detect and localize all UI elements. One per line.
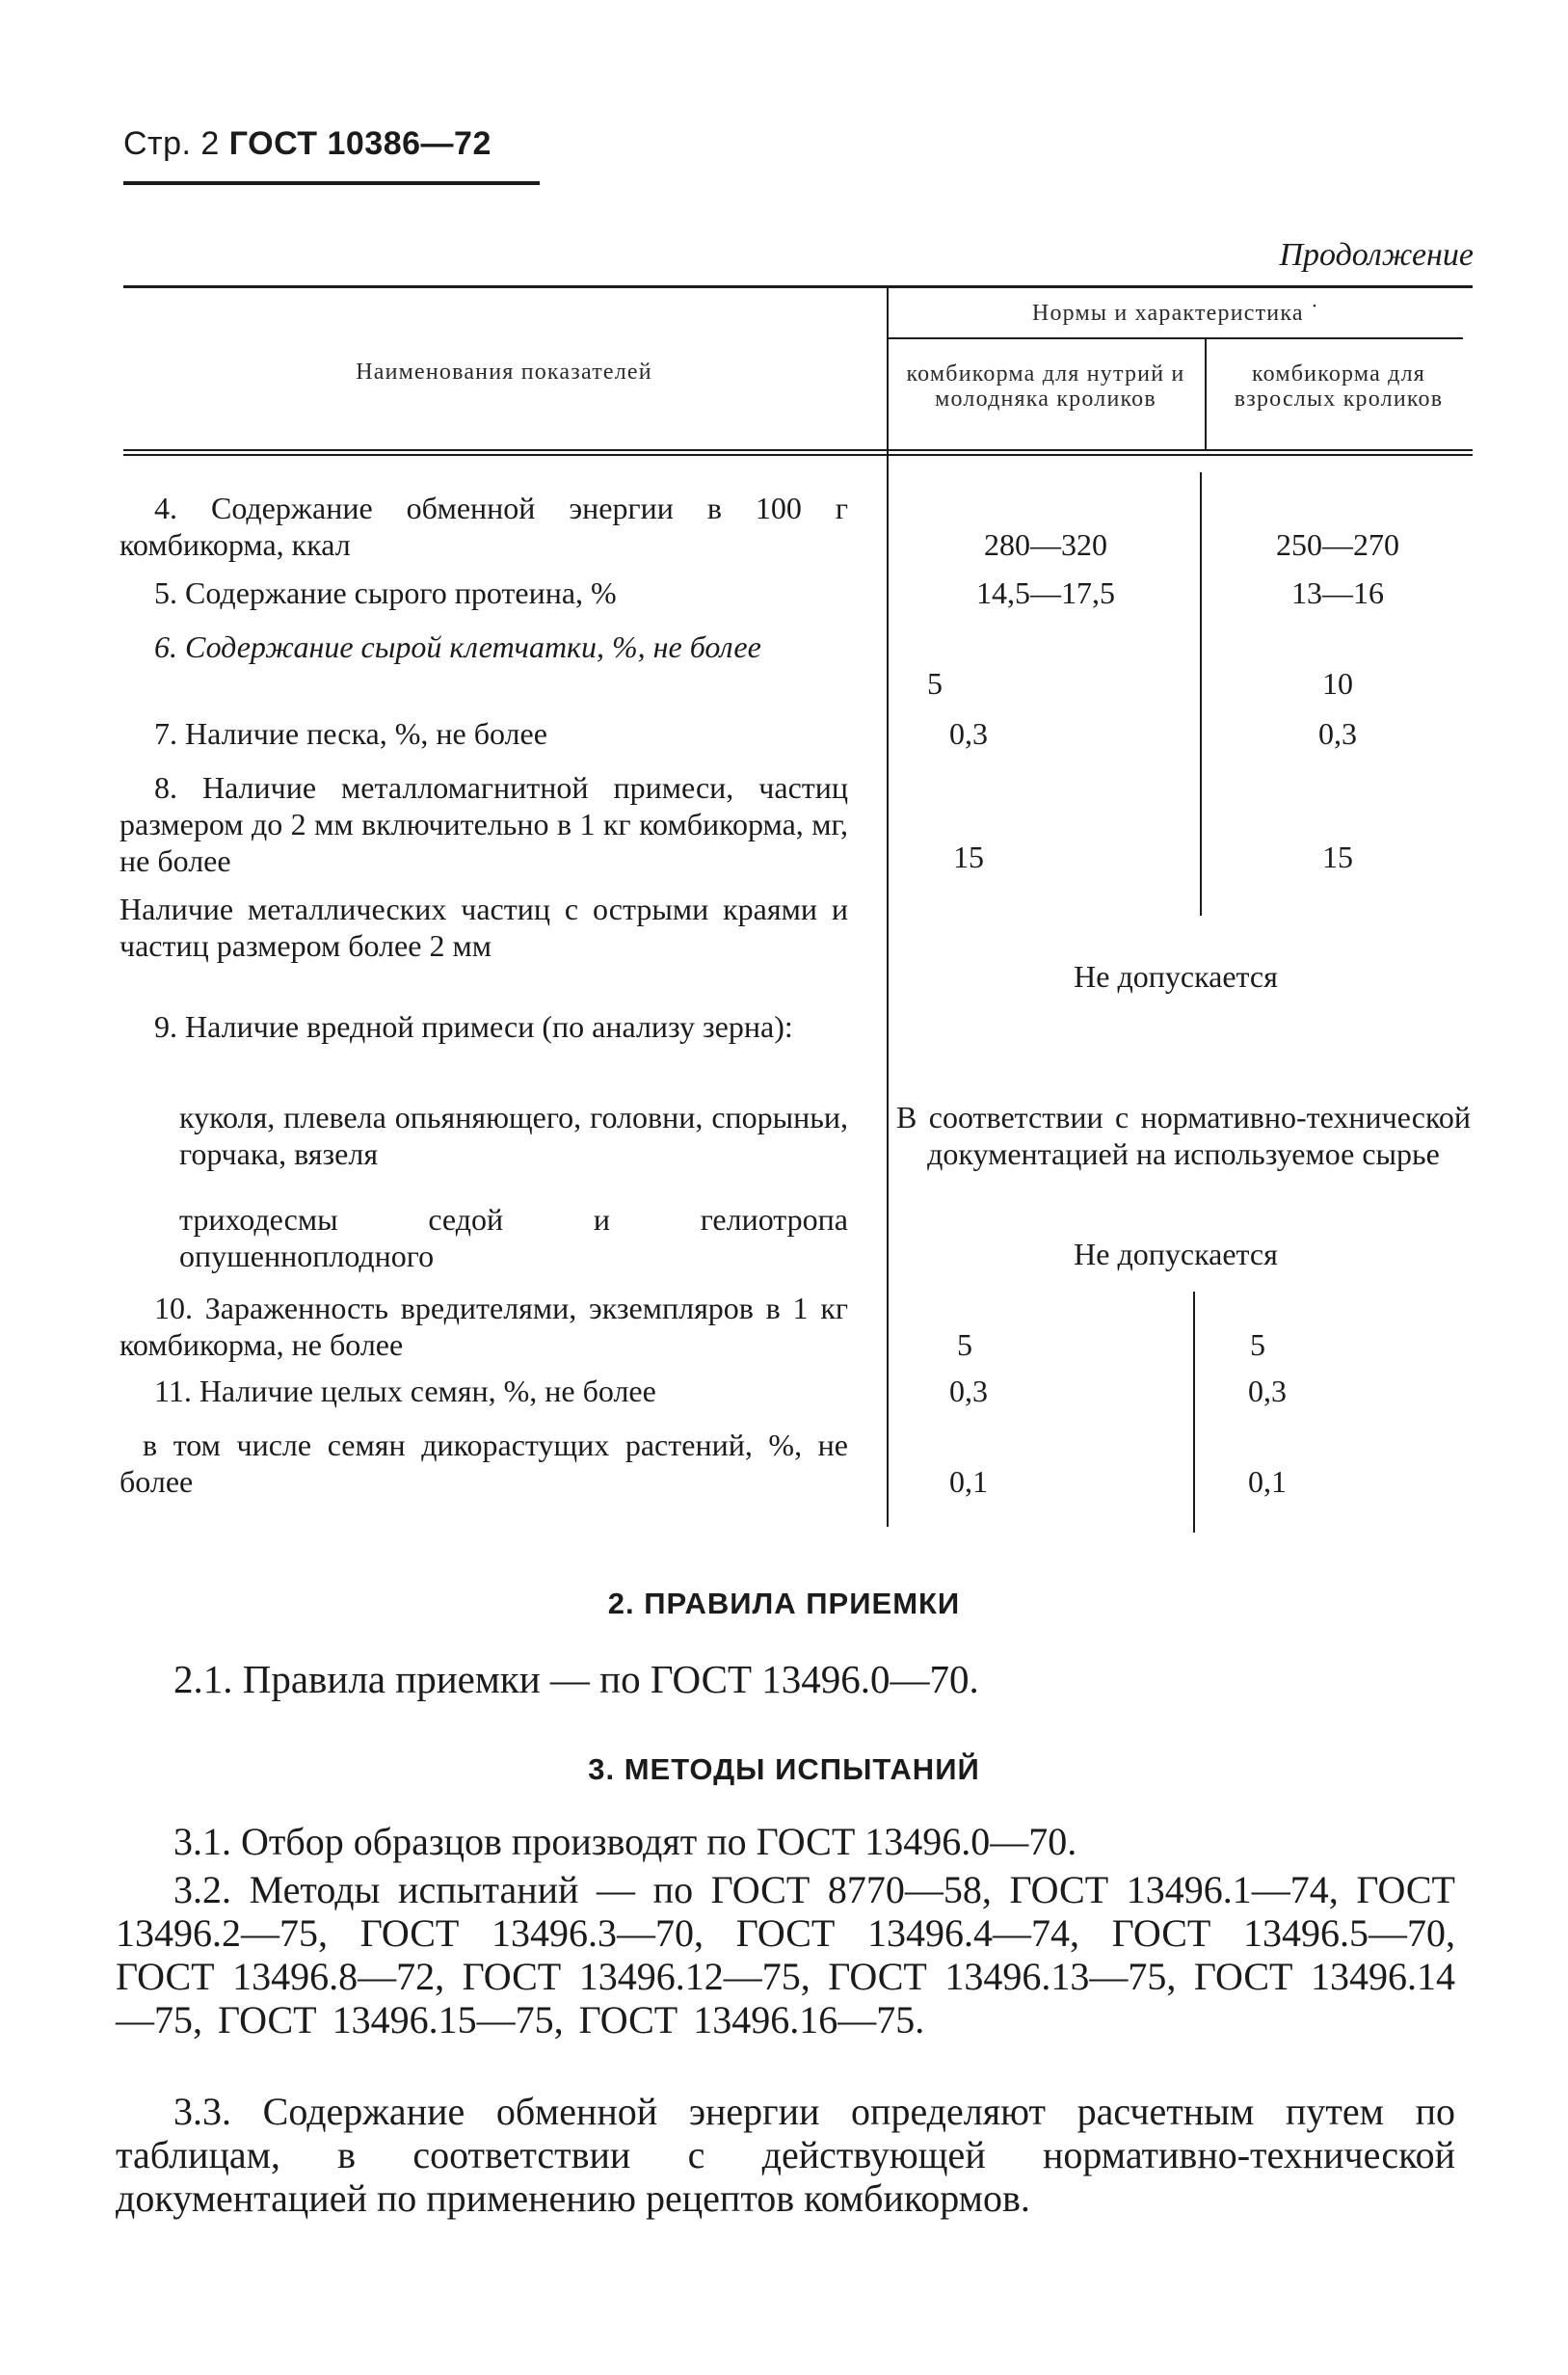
group-header: Нормы и характеристика ˙ xyxy=(1031,301,1320,326)
section-paragraph: 2.1. Правила приемки — по ГОСТ 13496.0—70. xyxy=(173,1657,979,1701)
page-header xyxy=(123,125,492,163)
table-row-nutria: 15 xyxy=(953,840,984,874)
table-row-name: куколя, плевела опьяняющего, головни, спорыньи, горчака, вязеля xyxy=(179,1100,848,1171)
col-name-header: Наименования показателей xyxy=(356,360,652,385)
table-header-rule xyxy=(123,449,1473,451)
table-row-name: 6. Содержание сырой клетчатки, %, не более xyxy=(154,629,761,664)
section-title: 2. ПРАВИЛА ПРИЕМКИ xyxy=(607,1587,961,1620)
table-row-name: в том числе семян дикорастущих растений, %, не более xyxy=(120,1428,848,1499)
section-paragraph: 3.1. Отбор образцов производят по ГОСТ 13496.0—70. xyxy=(173,1820,1077,1863)
table-top-rule xyxy=(123,285,1473,288)
table-row-nutria: 5 xyxy=(957,1327,972,1362)
table-row-nutria: 14,5—17,5 xyxy=(976,575,1115,610)
table-row-nutria: 5 xyxy=(927,666,943,701)
section-paragraph: 3.2. Методы испытаний — по ГОСТ 8770—58, ГОСТ 13496.1—74, ГОСТ 13496.2—75, ГОСТ 13496.3—70, ГОСТ 13496.4—74, ГОСТ 13496.5—70, ГОСТ 13496.8—72, ГОСТ 13496.12—75, ГОСТ 13496.13—75, ГОСТ 13496.14—75, ГОСТ 13496.15—75, ГОСТ 13496.16—75. xyxy=(116,1868,1455,2041)
group-header-rule xyxy=(887,337,1463,339)
table-row-span: Не допускается xyxy=(1074,959,1278,994)
table-row-adult: 5 xyxy=(1250,1327,1265,1362)
table-row-nutria: 0,1 xyxy=(949,1464,988,1499)
table-row-name: 11. Наличие целых семян, %, не более xyxy=(154,1374,656,1408)
section-paragraph: 3.3. Содержание обменной энергии определяют расчетным путем по таблицам, в соответствии с действующей нормативно-технической документацией по применению рецептов комбикормов. xyxy=(116,2090,1455,2220)
table-row-name: 4. Содержание обменной энергии в 100 г комбикорма, ккал xyxy=(120,491,848,562)
table-row-adult: 0,3 xyxy=(1318,716,1357,751)
table-row-adult: 15 xyxy=(1322,840,1353,874)
table-row-name: 5. Содержание сырого протеина, % xyxy=(154,575,617,610)
table-row-nutria: 280—320 xyxy=(984,527,1107,562)
table-row-adult: 250—270 xyxy=(1276,527,1399,562)
table-row-name: триходесмы седой и гелиотропа опушенноплодного xyxy=(179,1202,848,1273)
table-row-nutria: 0,3 xyxy=(949,1374,988,1408)
table-row-adult: 10 xyxy=(1322,666,1353,701)
table-row-nutria: 0,3 xyxy=(949,716,988,751)
table-header-rule-2 xyxy=(123,454,1473,456)
section-title: 3. МЕТОДЫ ИСПЫТАНИЙ xyxy=(588,1752,980,1786)
col-adult-header: комбикорма для взрослых кроликов xyxy=(1234,361,1444,412)
table-row-adult: 0,3 xyxy=(1248,1374,1287,1408)
page-number: Стр. 2 xyxy=(123,125,220,162)
table-row-span: В соответствии с нормативно-технической документацией на используемое сырье xyxy=(896,1100,1471,1171)
table-row-adult: 0,1 xyxy=(1248,1464,1287,1499)
header-underline xyxy=(123,181,540,185)
table-divider-values-top xyxy=(1205,339,1207,451)
table-row-span: Не допускается xyxy=(1074,1237,1278,1271)
table-row-name: 8. Наличие металломагнитной примеси, частиц размером до 2 мм включительно в 1 кг комбикорма, мг, не более xyxy=(120,770,848,878)
table-row-name: 10. Зараженность вредителями, экземпляров в 1 кг комбикорма, не более xyxy=(120,1291,848,1362)
table-row-name: 7. Наличие песка, %, не более xyxy=(154,716,547,751)
col-nutria-header: комбикорма для нутрий и молодняка кроликов xyxy=(906,361,1185,412)
table-row-name: 9. Наличие вредной примеси (по анализу зерна): xyxy=(154,1009,793,1044)
standard-number: ГОСТ 10386—72 xyxy=(228,125,492,162)
continuation-label: Продолжение xyxy=(1279,237,1474,273)
table-row-name: Наличие металлических частиц с острыми краями и частиц размером более 2 мм xyxy=(120,892,848,963)
table-row-adult: 13—16 xyxy=(1291,575,1384,610)
